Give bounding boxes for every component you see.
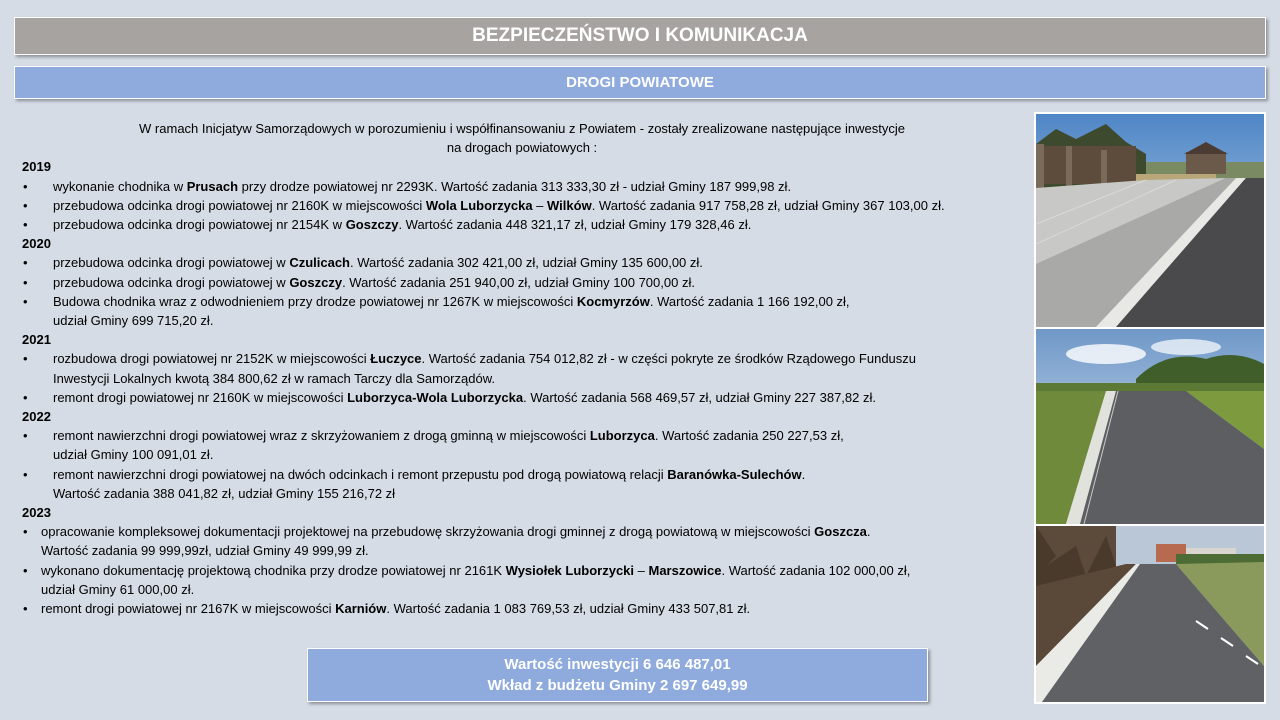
intro-text	[22, 119, 1022, 157]
list-item: • wykonanie chodnika w Prusach przy drodze powiatowej nr 2293K. Wartość zadania 313 333,30 zł - udział Gminy 187 999,98 zł.	[22, 177, 1022, 196]
list-item: • przebudowa odcinka drogi powiatowej w Goszczy. Wartość zadania 251 940,00 zł, udział Gminy 100 700,00 zł.	[22, 273, 1022, 292]
list-item: • przebudowa odcinka drogi powiatowej nr 2154K w Goszczy. Wartość zadania 448 321,17 zł, udział Gminy 179 328,46 zł.	[22, 215, 1022, 234]
year-heading: 2022	[22, 409, 51, 425]
list-item: • rozbudowa drogi powiatowej nr 2152K w miejscowości Łuczyce. Wartość zadania 754 012,82 zł - w części pokryte ze środków Rządowego Funduszu Inwestycji Lokalnych kwotą 384 800,62 zł w ramach Tarczy dla Samorządów.	[22, 349, 1022, 387]
list-item: • remont drogi powiatowej nr 2167K w miejscowości Karniów. Wartość zadania 1 083 769,53 zł, udział Gminy 433 507,81 zł.	[22, 599, 1022, 618]
list-item: • przebudowa odcinka drogi powiatowej w Czulicach. Wartość zadania 302 421,00 zł, udział Gminy 135 600,00 zł.	[22, 253, 1022, 272]
year-items	[22, 426, 1022, 503]
year-items	[22, 177, 1022, 235]
section-title: BEZPIECZEŃSTWO I KOMUNIKACJA	[14, 17, 1266, 55]
year-items	[22, 522, 1022, 618]
list-item: • remont nawierzchni drogi powiatowej na dwóch odcinkach i remont przepustu pod drogą powiatową relacji Baranówka-Sulechów. Wartość zadania 388 041,82 zł, udział Gminy 155 216,72 zł	[22, 465, 1022, 503]
list-item: • opracowanie kompleksowej dokumentacji projektowej na przebudowę skrzyżowania drogi gminnej z drogą powiatową w miejscowości Goszcza. Wartość zadania 99 999,99zł, udział Gminy 49 999,99 zł.	[22, 522, 1022, 560]
municipal-contribution-value: Wkład z budżetu Gminy 2 697 649,99	[487, 677, 748, 694]
road-photos-panel	[1034, 112, 1266, 704]
intro-line-1: W ramach Inicjatyw Samorządowych w porozumieniu i współfinansowaniu z Powiatem - zostały zrealizowane następujące inwestycje	[139, 121, 905, 136]
total-investment-value: Wartość inwestycji 6 646 487,01	[504, 656, 731, 673]
road-photo-village	[1036, 526, 1264, 702]
list-item: • remont drogi powiatowej nr 2160K w miejscowości Luborzyca-Wola Luborzycka. Wartość zadania 568 469,57 zł, udział Gminy 227 387,82 zł.	[22, 388, 1022, 407]
list-item: • Budowa chodnika wraz z odwodnieniem przy drodze powiatowej nr 1267K w miejscowości Kocmyrzów. Wartość zadania 1 166 192,00 zł, udział Gminy 699 715,20 zł.	[22, 292, 1022, 330]
list-item: • przebudowa odcinka drogi powiatowej nr 2160K w miejscowości Wola Luborzycka – Wilków. Wartość zadania 917 758,28 zł, udział Gminy 367 103,00 zł.	[22, 196, 1022, 215]
road-photo-sidewalk	[1036, 114, 1264, 327]
year-items	[22, 349, 1022, 407]
investment-summary-box	[307, 648, 928, 702]
intro-line-2: na drogach powiatowych :	[446, 140, 598, 156]
year-items	[22, 253, 1022, 330]
list-item: • wykonano dokumentację projektową chodnika przy drodze powiatowej nr 2161K Wysiołek Luborzycki – Marszowice. Wartość zadania 102 000,00 zł, udział Gminy 61 000,00 zł.	[22, 561, 1022, 599]
year-heading: 2023	[22, 505, 51, 521]
section-subtitle: DROGI POWIATOWE	[14, 66, 1266, 99]
year-heading: 2021	[22, 332, 51, 348]
year-heading: 2019	[22, 159, 51, 175]
list-item: • remont nawierzchni drogi powiatowej wraz z skrzyżowaniem z drogą gminną w miejscowości Luborzyca. Wartość zadania 250 227,53 zł, udział Gminy 100 091,01 zł.	[22, 426, 1022, 464]
investment-list	[22, 119, 1022, 618]
year-heading: 2020	[22, 236, 51, 252]
road-photo-rural	[1036, 329, 1264, 524]
